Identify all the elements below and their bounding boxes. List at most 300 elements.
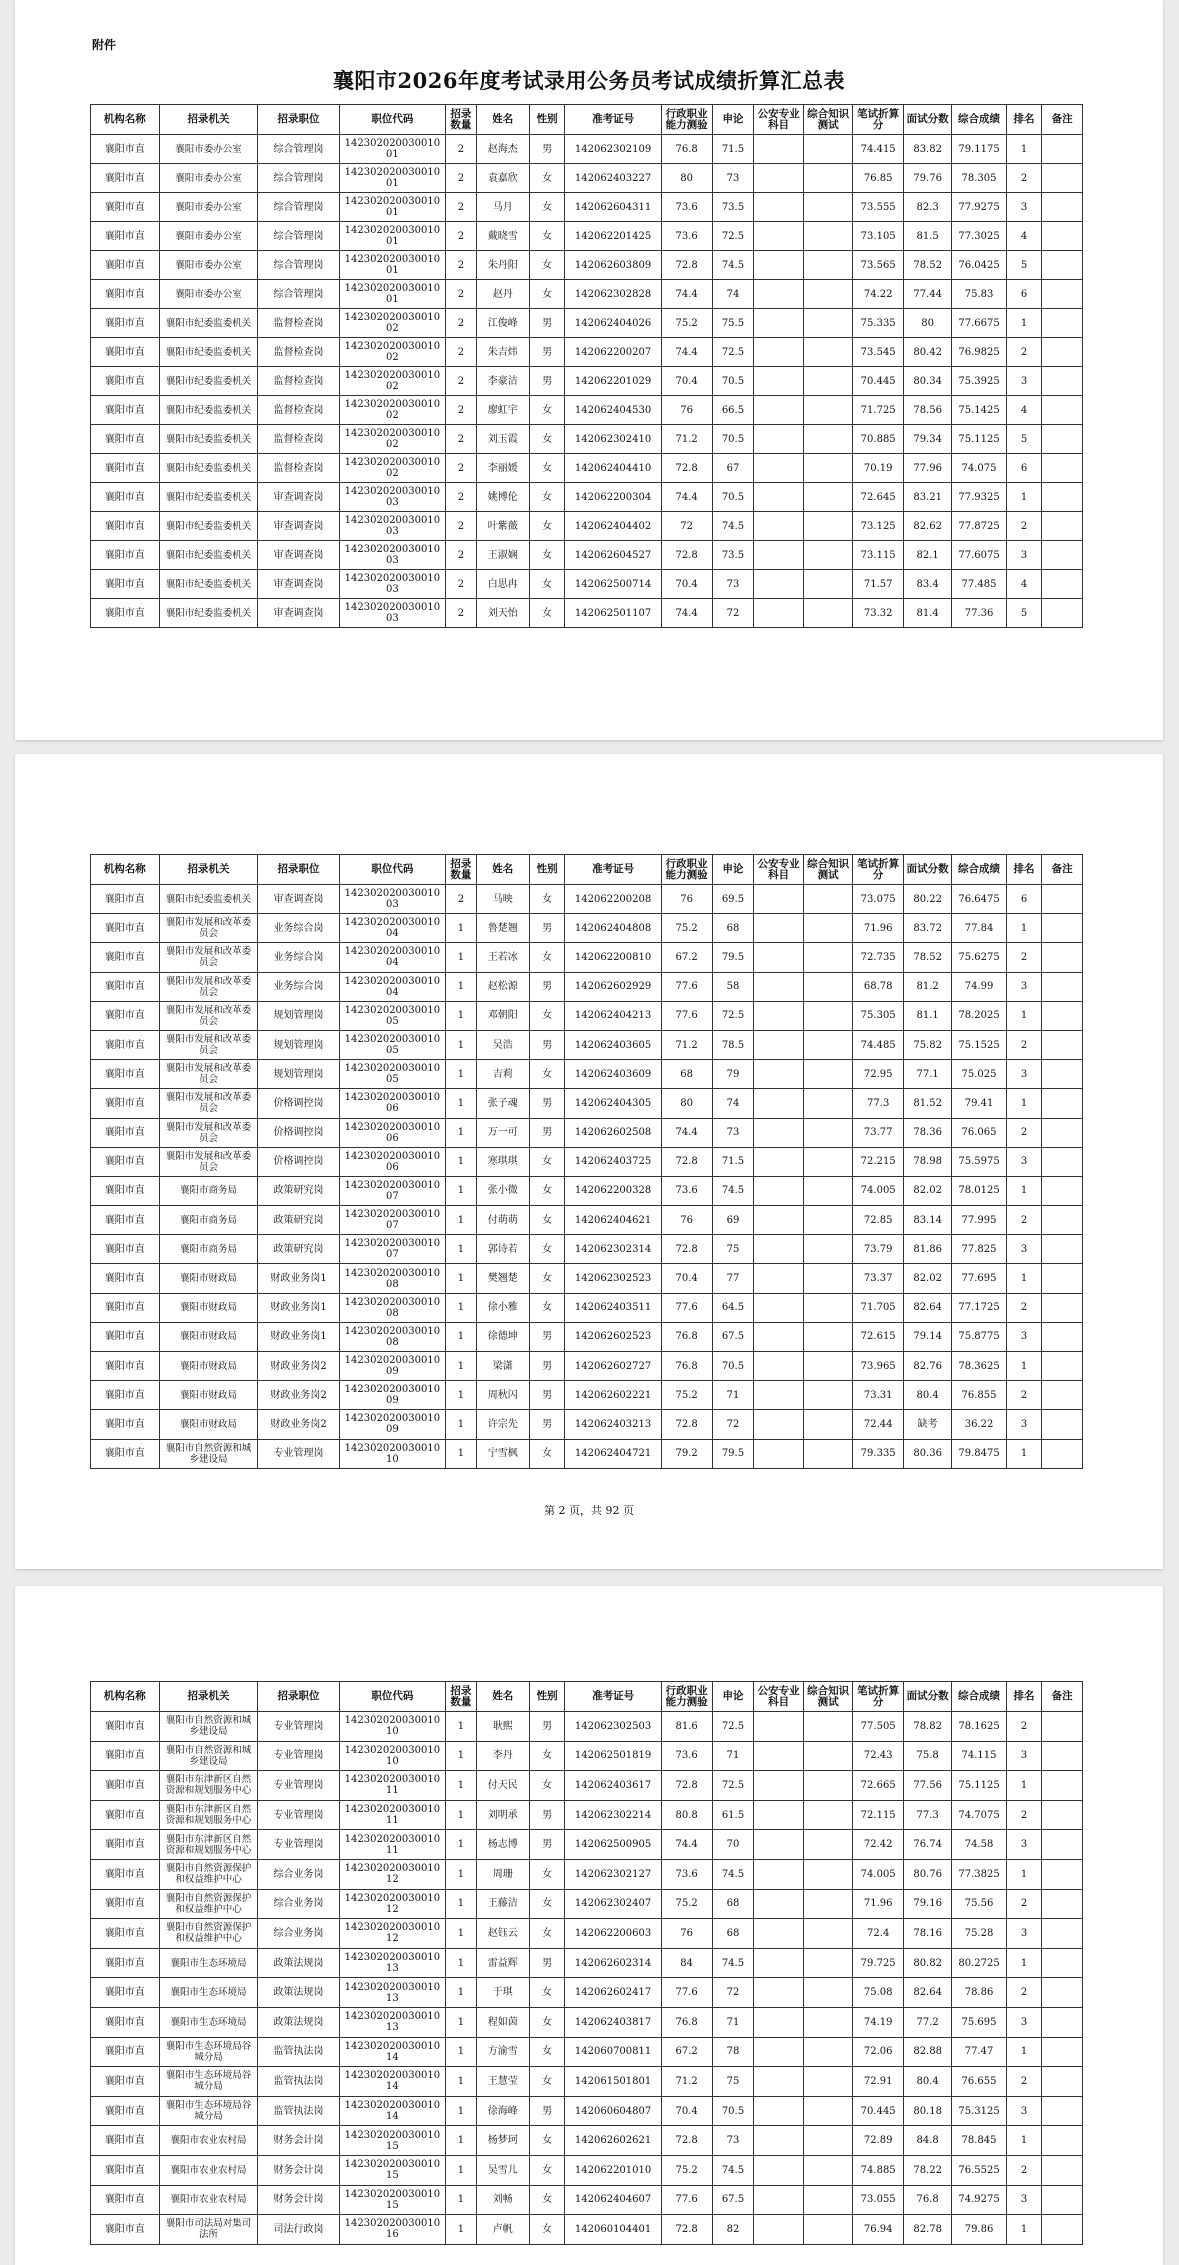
cell-police xyxy=(754,1352,803,1381)
cell-total: 77.8725 xyxy=(952,512,1007,541)
cell-institution: 襄阳市直 xyxy=(91,570,160,599)
cell-quota: 1 xyxy=(446,1264,476,1293)
cell-exam-id: 142062500714 xyxy=(565,570,661,599)
cell-xingce: 72.8 xyxy=(661,1771,712,1801)
column-header-shenlun: 申论 xyxy=(712,105,754,135)
cell-xingce: 72.8 xyxy=(661,1410,712,1439)
cell-exam-id: 142062603809 xyxy=(565,251,661,280)
cell-institution: 襄阳市直 xyxy=(91,1889,160,1919)
cell-police xyxy=(754,2185,803,2215)
cell-agency: 襄阳市纪委监委机关 xyxy=(159,570,258,599)
cell-police xyxy=(754,541,803,570)
table-row xyxy=(91,1293,1083,1322)
cell-general xyxy=(803,2185,852,2215)
cell-exam-id: 142062201029 xyxy=(565,367,661,396)
table-row xyxy=(91,2215,1083,2245)
cell-interview: 80.22 xyxy=(904,885,952,914)
cell-name: 王若冰 xyxy=(476,943,529,972)
cell-institution: 襄阳市直 xyxy=(91,1800,160,1830)
cell-total: 75.8775 xyxy=(952,1322,1007,1351)
cell-general xyxy=(803,1089,852,1118)
table-row xyxy=(91,483,1083,512)
cell-position-code: 14230202003001002 xyxy=(339,396,446,425)
cell-xingce: 71.2 xyxy=(661,1030,712,1059)
cell-general xyxy=(803,2037,852,2067)
cell-interview: 83.4 xyxy=(904,570,952,599)
cell-exam-id: 142062403227 xyxy=(565,164,661,193)
cell-gender: 女 xyxy=(529,1859,565,1889)
cell-position-code: 14230202003001002 xyxy=(339,309,446,338)
cell-exam-id: 142062403511 xyxy=(565,1293,661,1322)
cell-remark xyxy=(1042,367,1083,396)
cell-position-code: 14230202003001010 xyxy=(339,1741,446,1771)
cell-name: 朱丹阳 xyxy=(476,251,529,280)
cell-general xyxy=(803,1919,852,1949)
cell-institution: 襄阳市直 xyxy=(91,2096,160,2126)
cell-institution: 襄阳市直 xyxy=(91,1439,160,1468)
cell-rank: 1 xyxy=(1006,1352,1042,1381)
cell-written: 73.37 xyxy=(853,1264,904,1293)
cell-agency: 襄阳市财政局 xyxy=(159,1264,258,1293)
cell-written: 73.79 xyxy=(853,1235,904,1264)
cell-shenlun: 73.5 xyxy=(712,193,754,222)
cell-general xyxy=(803,1889,852,1919)
cell-gender: 男 xyxy=(529,309,565,338)
cell-general xyxy=(803,885,852,914)
cell-position: 审查调查岗 xyxy=(258,599,339,628)
cell-agency: 襄阳市纪委监委机关 xyxy=(159,454,258,483)
cell-institution: 襄阳市直 xyxy=(91,1147,160,1176)
cell-quota: 2 xyxy=(446,570,476,599)
cell-quota: 2 xyxy=(446,251,476,280)
cell-institution: 襄阳市直 xyxy=(91,222,160,251)
table-row xyxy=(91,599,1083,628)
cell-gender: 女 xyxy=(529,280,565,309)
cell-institution: 襄阳市直 xyxy=(91,972,160,1001)
cell-xingce: 77.6 xyxy=(661,1001,712,1030)
column-header-general: 综合知识测试 xyxy=(803,855,852,885)
cell-shenlun: 58 xyxy=(712,972,754,1001)
cell-police xyxy=(754,1293,803,1322)
cell-written: 73.77 xyxy=(853,1118,904,1147)
table-row xyxy=(91,1060,1083,1089)
cell-shenlun: 74.5 xyxy=(712,1948,754,1978)
cell-institution: 襄阳市直 xyxy=(91,2126,160,2156)
table-row xyxy=(91,338,1083,367)
cell-remark xyxy=(1042,1859,1083,1889)
cell-xingce: 77.6 xyxy=(661,2185,712,2215)
table-row xyxy=(91,1147,1083,1176)
cell-police xyxy=(754,1889,803,1919)
cell-general xyxy=(803,396,852,425)
cell-general xyxy=(803,1381,852,1410)
cell-rank: 2 xyxy=(1006,2067,1042,2097)
cell-position-code: 14230202003001002 xyxy=(339,454,446,483)
cell-total: 77.485 xyxy=(952,570,1007,599)
cell-position-code: 14230202003001007 xyxy=(339,1176,446,1205)
cell-position-code: 14230202003001004 xyxy=(339,914,446,943)
cell-agency: 襄阳市农业农村局 xyxy=(159,2126,258,2156)
cell-police xyxy=(754,972,803,1001)
cell-police xyxy=(754,1771,803,1801)
cell-name: 杨志博 xyxy=(476,1830,529,1860)
column-header-rank: 排名 xyxy=(1006,1682,1042,1712)
cell-xingce: 80 xyxy=(661,164,712,193)
cell-written: 73.555 xyxy=(853,193,904,222)
cell-gender: 女 xyxy=(529,1147,565,1176)
cell-name: 周珊 xyxy=(476,1859,529,1889)
cell-xingce: 76 xyxy=(661,1919,712,1949)
cell-institution: 襄阳市直 xyxy=(91,599,160,628)
column-header-position: 招录职位 xyxy=(258,1682,339,1712)
cell-police xyxy=(754,570,803,599)
cell-position: 审查调查岗 xyxy=(258,483,339,512)
cell-police xyxy=(754,425,803,454)
cell-shenlun: 67 xyxy=(712,454,754,483)
cell-institution: 襄阳市直 xyxy=(91,425,160,454)
cell-institution: 襄阳市直 xyxy=(91,338,160,367)
cell-rank: 6 xyxy=(1006,454,1042,483)
cell-name: 姚博伦 xyxy=(476,483,529,512)
cell-position: 政策研究岗 xyxy=(258,1235,339,1264)
document-page-1 xyxy=(15,0,1163,740)
column-header-name: 姓名 xyxy=(476,1682,529,1712)
cell-gender: 女 xyxy=(529,2007,565,2037)
cell-agency: 襄阳市纪委监委机关 xyxy=(159,309,258,338)
cell-shenlun: 72 xyxy=(712,1410,754,1439)
cell-exam-id: 142062403725 xyxy=(565,1147,661,1176)
table-row xyxy=(91,309,1083,338)
cell-position-code: 14230202003001002 xyxy=(339,425,446,454)
column-header-institution: 机构名称 xyxy=(91,1682,160,1712)
cell-name: 于琪 xyxy=(476,1978,529,2008)
cell-xingce: 72.8 xyxy=(661,1235,712,1264)
cell-remark xyxy=(1042,1322,1083,1351)
cell-institution: 襄阳市直 xyxy=(91,1206,160,1235)
cell-remark xyxy=(1042,1118,1083,1147)
column-header-police: 公安专业科目 xyxy=(754,105,803,135)
cell-shenlun: 72.5 xyxy=(712,1771,754,1801)
cell-general xyxy=(803,454,852,483)
cell-institution: 襄阳市直 xyxy=(91,1381,160,1410)
cell-exam-id: 142062403817 xyxy=(565,2007,661,2037)
cell-rank: 1 xyxy=(1006,2215,1042,2245)
table-row xyxy=(91,396,1083,425)
cell-name: 吴浩 xyxy=(476,1030,529,1059)
cell-agency: 襄阳市委办公室 xyxy=(159,222,258,251)
cell-position: 审查调查岗 xyxy=(258,512,339,541)
cell-xingce: 79.2 xyxy=(661,1439,712,1468)
cell-gender: 男 xyxy=(529,1030,565,1059)
column-header-remark: 备注 xyxy=(1042,1682,1083,1712)
cell-quota: 2 xyxy=(446,164,476,193)
cell-rank: 2 xyxy=(1006,1800,1042,1830)
table-row xyxy=(91,512,1083,541)
cell-position-code: 14230202003001015 xyxy=(339,2185,446,2215)
cell-agency: 襄阳市纪委监委机关 xyxy=(159,396,258,425)
cell-interview: 77.3 xyxy=(904,1800,952,1830)
cell-remark xyxy=(1042,972,1083,1001)
cell-xingce: 81.6 xyxy=(661,1712,712,1742)
cell-police xyxy=(754,512,803,541)
cell-exam-id: 142062501819 xyxy=(565,1741,661,1771)
cell-name: 周秋闪 xyxy=(476,1381,529,1410)
cell-interview: 81.1 xyxy=(904,1001,952,1030)
cell-police xyxy=(754,454,803,483)
cell-quota: 1 xyxy=(446,2185,476,2215)
cell-shenlun: 68 xyxy=(712,1919,754,1949)
cell-name: 程如茵 xyxy=(476,2007,529,2037)
cell-written: 74.485 xyxy=(853,1030,904,1059)
cell-exam-id: 142062404305 xyxy=(565,1089,661,1118)
cell-agency: 襄阳市自然资源保护和权益维护中心 xyxy=(159,1859,258,1889)
cell-interview: 80.76 xyxy=(904,1859,952,1889)
cell-institution: 襄阳市直 xyxy=(91,193,160,222)
cell-total: 77.6675 xyxy=(952,309,1007,338)
cell-interview: 75.82 xyxy=(904,1030,952,1059)
cell-gender: 女 xyxy=(529,1206,565,1235)
cell-rank: 3 xyxy=(1006,367,1042,396)
table-row xyxy=(91,1235,1083,1264)
column-header-agency: 招录机关 xyxy=(159,1682,258,1712)
score-table xyxy=(90,1681,1083,2245)
cell-agency: 襄阳市财政局 xyxy=(159,1381,258,1410)
cell-interview: 77.56 xyxy=(904,1771,952,1801)
cell-remark xyxy=(1042,1352,1083,1381)
cell-name: 赵松源 xyxy=(476,972,529,1001)
cell-name: 刘玉霞 xyxy=(476,425,529,454)
cell-remark xyxy=(1042,570,1083,599)
table-header-row xyxy=(91,105,1083,135)
cell-shenlun: 82 xyxy=(712,2215,754,2245)
cell-total: 75.6275 xyxy=(952,943,1007,972)
cell-remark xyxy=(1042,1919,1083,1949)
cell-shenlun: 68 xyxy=(712,1889,754,1919)
cell-gender: 女 xyxy=(529,483,565,512)
cell-institution: 襄阳市直 xyxy=(91,2155,160,2185)
cell-rank: 2 xyxy=(1006,1381,1042,1410)
cell-exam-id: 142062602929 xyxy=(565,972,661,1001)
column-header-police: 公安专业科目 xyxy=(754,855,803,885)
cell-remark xyxy=(1042,1948,1083,1978)
column-header-position: 招录职位 xyxy=(258,855,339,885)
table-row xyxy=(91,570,1083,599)
cell-name: 李丽媛 xyxy=(476,454,529,483)
cell-written: 72.95 xyxy=(853,1060,904,1089)
cell-agency: 襄阳市委办公室 xyxy=(159,193,258,222)
cell-shenlun: 72 xyxy=(712,1978,754,2008)
cell-xingce: 74.4 xyxy=(661,599,712,628)
table-row xyxy=(91,454,1083,483)
cell-institution: 襄阳市直 xyxy=(91,1293,160,1322)
cell-interview: 83.21 xyxy=(904,483,952,512)
cell-shenlun: 72.5 xyxy=(712,338,754,367)
cell-interview: 80.34 xyxy=(904,367,952,396)
cell-institution: 襄阳市直 xyxy=(91,1264,160,1293)
cell-remark xyxy=(1042,1001,1083,1030)
cell-written: 72.115 xyxy=(853,1800,904,1830)
cell-xingce: 70.4 xyxy=(661,2096,712,2126)
cell-shenlun: 73 xyxy=(712,1118,754,1147)
cell-rank: 3 xyxy=(1006,2185,1042,2215)
cell-gender: 女 xyxy=(529,1264,565,1293)
cell-interview: 82.02 xyxy=(904,1176,952,1205)
cell-position: 监督检查岗 xyxy=(258,367,339,396)
cell-position-code: 14230202003001001 xyxy=(339,135,446,164)
cell-agency: 襄阳市财政局 xyxy=(159,1293,258,1322)
cell-quota: 1 xyxy=(446,1235,476,1264)
cell-shenlun: 79.5 xyxy=(712,943,754,972)
cell-exam-id: 142062602523 xyxy=(565,1322,661,1351)
cell-police xyxy=(754,914,803,943)
cell-position-code: 14230202003001005 xyxy=(339,1060,446,1089)
cell-rank: 1 xyxy=(1006,135,1042,164)
cell-interview: 78.56 xyxy=(904,396,952,425)
cell-interview: 82.02 xyxy=(904,1264,952,1293)
cell-xingce: 75.2 xyxy=(661,2155,712,2185)
cell-name: 赵丹 xyxy=(476,280,529,309)
cell-name: 鲁楚翘 xyxy=(476,914,529,943)
cell-police xyxy=(754,367,803,396)
column-header-interview: 面试分数 xyxy=(904,105,952,135)
cell-agency: 襄阳市发展和改革委员会 xyxy=(159,1089,258,1118)
cell-written: 71.96 xyxy=(853,1889,904,1919)
cell-institution: 襄阳市直 xyxy=(91,1030,160,1059)
cell-position: 规划管理岗 xyxy=(258,1060,339,1089)
cell-quota: 2 xyxy=(446,599,476,628)
cell-institution: 襄阳市直 xyxy=(91,309,160,338)
cell-gender: 女 xyxy=(529,454,565,483)
cell-written: 72.4 xyxy=(853,1919,904,1949)
cell-gender: 女 xyxy=(529,2155,565,2185)
table-row xyxy=(91,1439,1083,1468)
cell-total: 74.115 xyxy=(952,1741,1007,1771)
table-row xyxy=(91,1118,1083,1147)
cell-xingce: 71.2 xyxy=(661,2067,712,2097)
cell-total: 78.86 xyxy=(952,1978,1007,2008)
cell-police xyxy=(754,193,803,222)
cell-rank: 2 xyxy=(1006,1206,1042,1235)
cell-shenlun: 75.5 xyxy=(712,309,754,338)
cell-shenlun: 71 xyxy=(712,2007,754,2037)
cell-total: 75.5975 xyxy=(952,1147,1007,1176)
cell-interview: 81.5 xyxy=(904,222,952,251)
cell-position: 监管执法岗 xyxy=(258,2096,339,2126)
cell-quota: 1 xyxy=(446,1978,476,2008)
cell-exam-id: 142062403213 xyxy=(565,1410,661,1439)
cell-written: 74.19 xyxy=(853,2007,904,2037)
cell-total: 79.86 xyxy=(952,2215,1007,2245)
cell-police xyxy=(754,1859,803,1889)
cell-total: 77.1725 xyxy=(952,1293,1007,1322)
cell-police xyxy=(754,280,803,309)
cell-police xyxy=(754,885,803,914)
cell-exam-id: 142060700811 xyxy=(565,2037,661,2067)
cell-position-code: 14230202003001012 xyxy=(339,1919,446,1949)
cell-position-code: 14230202003001003 xyxy=(339,599,446,628)
cell-total: 75.1125 xyxy=(952,425,1007,454)
column-header-institution: 机构名称 xyxy=(91,105,160,135)
cell-general xyxy=(803,1118,852,1147)
cell-written: 79.335 xyxy=(853,1439,904,1468)
cell-quota: 1 xyxy=(446,1118,476,1147)
cell-shenlun: 70.5 xyxy=(712,367,754,396)
cell-position-code: 14230202003001011 xyxy=(339,1800,446,1830)
cell-written: 77.505 xyxy=(853,1712,904,1742)
cell-remark xyxy=(1042,1030,1083,1059)
cell-interview: 82.76 xyxy=(904,1352,952,1381)
cell-xingce: 74.4 xyxy=(661,280,712,309)
cell-remark xyxy=(1042,164,1083,193)
cell-rank: 3 xyxy=(1006,2096,1042,2126)
cell-total: 78.845 xyxy=(952,2126,1007,2156)
cell-written: 73.965 xyxy=(853,1352,904,1381)
cell-gender: 男 xyxy=(529,1322,565,1351)
cell-shenlun: 70 xyxy=(712,1830,754,1860)
cell-rank: 6 xyxy=(1006,280,1042,309)
cell-written: 72.42 xyxy=(853,1830,904,1860)
cell-quota: 2 xyxy=(446,483,476,512)
cell-quota: 1 xyxy=(446,2037,476,2067)
column-header-name: 姓名 xyxy=(476,855,529,885)
cell-interview: 缺考 xyxy=(904,1410,952,1439)
cell-general xyxy=(803,1978,852,2008)
cell-police xyxy=(754,1206,803,1235)
cell-xingce: 68 xyxy=(661,1060,712,1089)
cell-remark xyxy=(1042,454,1083,483)
cell-position-code: 14230202003001007 xyxy=(339,1206,446,1235)
cell-position-code: 14230202003001007 xyxy=(339,1235,446,1264)
cell-exam-id: 142062302127 xyxy=(565,1859,661,1889)
cell-police xyxy=(754,943,803,972)
cell-position: 审查调查岗 xyxy=(258,570,339,599)
cell-position-code: 14230202003001005 xyxy=(339,1030,446,1059)
cell-general xyxy=(803,1352,852,1381)
cell-exam-id: 142062200207 xyxy=(565,338,661,367)
cell-total: 75.56 xyxy=(952,1889,1007,1919)
cell-total: 75.28 xyxy=(952,1919,1007,1949)
cell-total: 76.6475 xyxy=(952,885,1007,914)
cell-shenlun: 74 xyxy=(712,280,754,309)
column-header-quota: 招录数量 xyxy=(446,1682,476,1712)
cell-remark xyxy=(1042,309,1083,338)
cell-institution: 襄阳市直 xyxy=(91,1948,160,1978)
column-header-exam-id: 准考证号 xyxy=(565,1682,661,1712)
cell-interview: 76.74 xyxy=(904,1830,952,1860)
cell-rank: 2 xyxy=(1006,512,1042,541)
cell-position: 财政业务岗1 xyxy=(258,1264,339,1293)
cell-position: 财务会计岗 xyxy=(258,2185,339,2215)
cell-written: 68.78 xyxy=(853,972,904,1001)
cell-interview: 81.52 xyxy=(904,1089,952,1118)
cell-position: 综合管理岗 xyxy=(258,193,339,222)
cell-police xyxy=(754,309,803,338)
cell-general xyxy=(803,1948,852,1978)
cell-xingce: 73.6 xyxy=(661,193,712,222)
cell-position: 财务会计岗 xyxy=(258,2155,339,2185)
cell-general xyxy=(803,599,852,628)
cell-police xyxy=(754,483,803,512)
cell-shenlun: 74.5 xyxy=(712,1176,754,1205)
cell-institution: 襄阳市直 xyxy=(91,280,160,309)
cell-institution: 襄阳市直 xyxy=(91,1352,160,1381)
cell-position: 财政业务岗1 xyxy=(258,1322,339,1351)
cell-quota: 2 xyxy=(446,367,476,396)
cell-quota: 2 xyxy=(446,309,476,338)
cell-gender: 女 xyxy=(529,2037,565,2067)
cell-name: 刘天怡 xyxy=(476,599,529,628)
cell-exam-id: 142060104401 xyxy=(565,2215,661,2245)
